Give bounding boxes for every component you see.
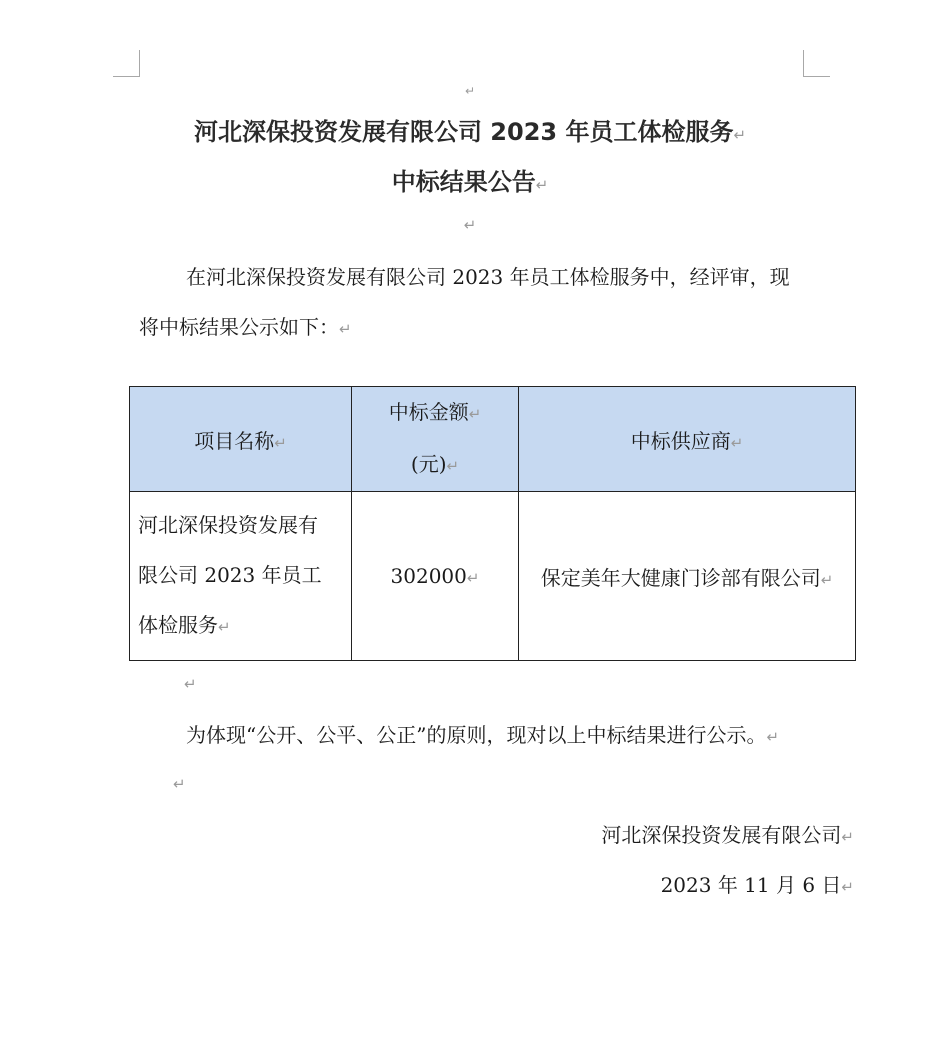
paragraph-mark: ↵ [535, 176, 549, 194]
paragraph-mark: ↵ [841, 878, 854, 896]
margin-corner-top-right [803, 50, 830, 77]
signature-date: 2023 年 11 月 6 日↵ [660, 873, 854, 897]
cell-project-name: 河北深保投资发展有 限公司 2023 年员工 体检服务↵ [130, 492, 352, 661]
paragraph-mark: ↵ [841, 828, 854, 846]
title-text: 中标结果公告 [391, 168, 536, 196]
empty-paragraph [0, 80, 940, 99]
header-supplier: 中标供应商↵ [519, 387, 856, 492]
paragraph-mark: ↵ [218, 618, 231, 636]
document-title-line-2 [0, 162, 940, 197]
title-text: 河北深保投资发展有限公司 2023 年员工体检服务 [193, 118, 734, 146]
header-project-name: 项目名称↵ [130, 387, 352, 492]
paragraph-mark: ↵ [339, 320, 352, 338]
notice-paragraph: 为体现“公开、公平、公正”的原则，现对以上中标结果进行公示。↵ [186, 723, 780, 747]
table-row [130, 492, 856, 661]
paragraph-mark: ↵ [820, 570, 834, 589]
results-table [129, 386, 856, 661]
cell-supplier: 保定美年大健康门诊部有限公司↵ [519, 492, 856, 661]
intro-paragraph-line-1: 在河北深保投资发展有限公司 2023 年员工体检服务中，经评审，现 [186, 265, 790, 289]
empty-paragraph [0, 215, 940, 234]
margin-corner-top-left [113, 50, 140, 77]
empty-paragraph [184, 674, 197, 693]
paragraph-mark: ↵ [766, 728, 780, 746]
table-header-row [130, 387, 856, 492]
paragraph-mark: ↵ [184, 675, 197, 693]
paragraph-mark: ↵ [274, 433, 287, 452]
empty-paragraph [173, 774, 186, 793]
paragraph-mark: ↵ [446, 457, 460, 475]
paragraph-mark: ↵ [466, 569, 480, 587]
paragraph-mark: ↵ [733, 126, 747, 144]
document-title-line-1 [0, 112, 940, 147]
paragraph-mark: ↵ [463, 216, 477, 234]
paragraph-mark: ↵ [464, 84, 476, 98]
header-amount: 中标金额↵ (元)↵ [352, 387, 519, 492]
paragraph-mark: ↵ [730, 433, 744, 452]
paragraph-mark: ↵ [173, 775, 186, 793]
paragraph-mark: ↵ [468, 405, 482, 423]
cell-amount: 302000↵ [352, 492, 519, 661]
intro-paragraph-line-2: 将中标结果公示如下：↵ [139, 315, 352, 339]
signature-company: 河北深保投资发展有限公司↵ [601, 823, 854, 847]
